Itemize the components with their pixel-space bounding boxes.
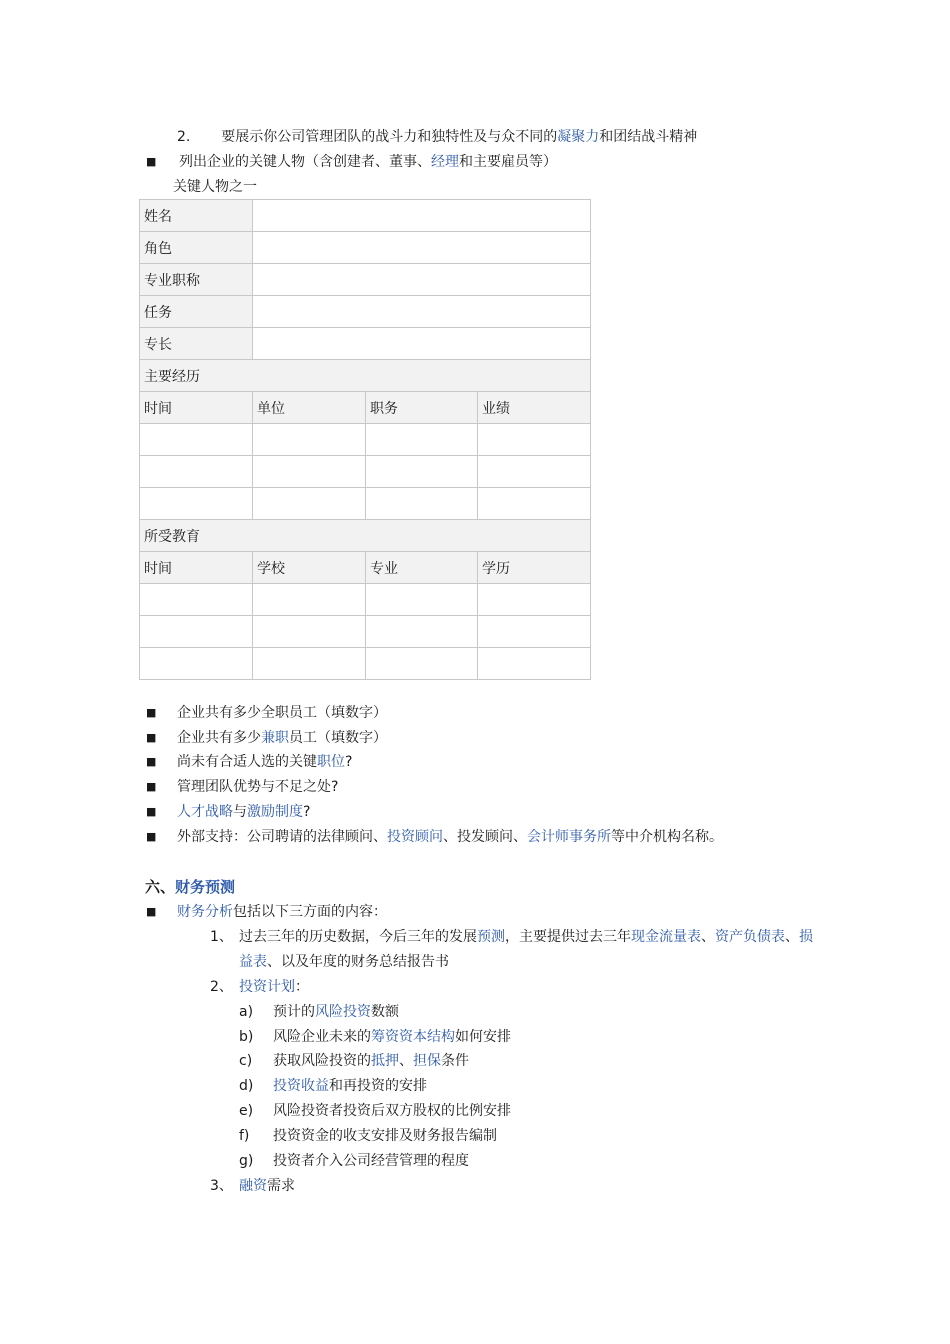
field-label: 角色 [140,232,253,264]
heading-number: 六、 [145,878,176,896]
text: ，主要提供过去三年 [505,929,631,945]
link-income-statement[interactable]: 益表 [239,954,267,970]
text: 尚未有合适人选的关键 [177,754,317,770]
item2-line [239,977,309,997]
text: 等中介机构名称。 [611,829,723,845]
link-forecast[interactable]: 预测 [477,929,505,945]
field-value-cell[interactable] [253,328,591,360]
table-cell[interactable] [253,648,366,680]
bullet-icon: ■ [146,706,157,719]
link-investment-advisor[interactable]: 投资顾问 [387,829,443,845]
table-cell[interactable] [478,488,591,520]
column-header: 职务 [366,392,478,424]
table-cell[interactable] [478,616,591,648]
table-cell[interactable] [478,648,591,680]
text: 过去三年的历史数据，今后三年的发展 [239,929,477,945]
text: 企业共有多少 [177,730,261,746]
table-row [140,360,591,392]
link-position[interactable]: 职位 [317,754,345,770]
table-cell[interactable] [478,456,591,488]
link-investment-return[interactable]: 投资收益 [273,1078,329,1094]
list-number: 2. [177,129,191,145]
link-financial-forecast[interactable]: 财务预测 [175,878,236,896]
column-header: 学历 [478,552,591,584]
table-cell[interactable] [478,584,591,616]
column-header: 单位 [253,392,366,424]
link-guarantee[interactable]: 担保 [413,1053,441,1069]
link-incentive[interactable]: 激励制度 [247,804,303,820]
item-number: 1、 [210,929,233,945]
item-number: 3、 [210,1178,233,1194]
table-caption: 关键人物之一 [173,179,257,195]
sub-label: a) [239,1004,254,1020]
table-row [140,584,591,616]
field-value-cell[interactable] [253,296,591,328]
field-value-cell[interactable] [253,264,591,296]
link-financing[interactable]: 融资 [239,1178,267,1194]
sub-item-b [273,1027,511,1047]
table-row [140,648,591,680]
table-row [140,200,591,232]
list-text-end: 和团结战斗精神 [599,129,698,145]
link-income-statement[interactable]: 损 [799,929,813,945]
text: 需求 [267,1178,295,1194]
table-cell[interactable] [140,584,253,616]
table-cell[interactable] [366,584,478,616]
bullet-talent-strategy [177,802,310,822]
column-header: 时间 [140,392,253,424]
link-accounting-firm[interactable]: 会计师事务所 [527,829,611,845]
table-cell[interactable] [140,616,253,648]
text: 、投发顾问、 [443,829,527,845]
text: 条件 [441,1053,469,1069]
link-balance-sheet[interactable]: 资产负债表 [715,929,785,945]
sub-label: c) [239,1053,253,1069]
bullet-icon: ■ [146,830,157,843]
key-people-line [179,152,557,172]
text: ： [295,979,309,995]
item1-line2 [239,952,449,972]
text: 、 [701,929,715,945]
bullet-icon: ■ [146,731,157,744]
bullet-external-support [177,827,723,847]
link-parttime[interactable]: 兼职 [261,730,289,746]
sub-item-c [273,1051,469,1071]
bullet-team-strengths: 管理团队优势与不足之处? [177,779,339,795]
item-number: 2、 [210,979,233,995]
table-row [140,328,591,360]
table-cell[interactable] [366,616,478,648]
table-row [140,232,591,264]
text: 、 [399,1053,413,1069]
item3-line [239,1176,295,1196]
list-item-2 [177,127,697,147]
table-cell[interactable] [140,488,253,520]
sub-item-g: 投资者介入公司经营管理的程度 [273,1153,469,1169]
sub-label: d) [239,1078,254,1094]
text: 如何安排 [455,1029,511,1045]
table-cell[interactable] [253,424,366,456]
bullet-icon: ■ [146,755,157,768]
table-cell[interactable] [140,456,253,488]
table-row [140,488,591,520]
text: 包括以下三方面的内容： [233,904,387,920]
sub-label: f) [239,1128,250,1144]
table-cell[interactable] [366,424,478,456]
column-header: 专业 [366,552,478,584]
table-cell[interactable] [253,616,366,648]
text: 外部支持：公司聘请的法律顾问、 [177,829,387,845]
table-cell[interactable] [366,488,478,520]
bullet-parttime [177,728,387,748]
field-value-cell[interactable] [253,200,591,232]
list-text: 要展示你公司管理团队的战斗力和独特性及与众不同的 [221,129,558,145]
text: 数额 [371,1004,399,1020]
text: ? [345,754,353,770]
sub-label: b) [239,1029,254,1045]
sub-item-f: 投资资金的收支安排及财务报告编制 [273,1128,497,1144]
field-label: 任务 [140,296,253,328]
text: 、以及年度的财务总结报告书 [267,954,449,970]
column-header: 业绩 [478,392,591,424]
table-cell[interactable] [140,648,253,680]
link-manager[interactable]: 经理 [431,154,459,170]
text: 风险企业未来的 [273,1029,371,1045]
sub-item-a [273,1002,399,1022]
bullet-fulltime: 企业共有多少全职员工（填数字） [177,705,387,721]
experience-label: 主要经历 [140,360,591,392]
link-venture-investment[interactable]: 风险投资 [315,1004,371,1020]
table-cell[interactable] [253,488,366,520]
text: 员工（填数字） [289,730,387,746]
bullet-icon: ■ [146,905,157,918]
bullet-icon: ■ [146,780,157,793]
table-row [140,520,591,552]
table-cell[interactable] [140,424,253,456]
text: 预计的 [273,1004,315,1020]
section-heading [145,877,235,897]
text: 、 [785,929,799,945]
text: 和再投资的安排 [329,1078,427,1094]
key-people-text-end: 和主要雇员等） [459,154,557,170]
field-label: 姓名 [140,200,253,232]
link-mortgage[interactable]: 抵押 [371,1053,399,1069]
table-cell[interactable] [478,424,591,456]
sub-item-d [273,1076,427,1096]
column-header: 学校 [253,552,366,584]
link-talent-strategy[interactable]: 人才战略 [177,804,233,820]
text: 获取风险投资的 [273,1053,371,1069]
field-value-cell[interactable] [253,232,591,264]
column-header: 时间 [140,552,253,584]
text: 与 [233,804,247,820]
table-row [140,424,591,456]
table-row [140,456,591,488]
link-financial-analysis[interactable]: 财务分析 [177,904,233,920]
table-row [140,296,591,328]
link-capital-structure[interactable]: 筹资资本结构 [371,1029,455,1045]
table-cell[interactable] [366,456,478,488]
table-cell[interactable] [253,584,366,616]
education-label: 所受教育 [140,520,591,552]
sub-label: g) [239,1153,254,1169]
sub-item-e: 风险投资者投资后双方股权的比例安排 [273,1103,511,1119]
table-header-row [140,392,591,424]
key-people-text: 列出企业的关键人物（含创建者、董事、 [179,154,431,170]
table-cell[interactable] [366,648,478,680]
bullet-icon: ■ [146,155,157,168]
link-cohesion[interactable]: 凝聚力 [557,129,600,145]
bullet-key-position [177,752,352,772]
field-label: 专业职称 [140,264,253,296]
key-person-table [139,199,591,680]
table-row [140,616,591,648]
table-row [140,264,591,296]
link-cash-flow[interactable]: 现金流量表 [631,929,701,945]
financial-analysis-intro [177,902,387,922]
text: ? [303,804,311,820]
link-investment-plan[interactable]: 投资计划 [239,979,295,995]
field-label: 专长 [140,328,253,360]
table-cell[interactable] [253,456,366,488]
item1-line1 [239,927,813,947]
table-header-row [140,552,591,584]
sub-label: e) [239,1103,254,1119]
bullet-icon: ■ [146,805,157,818]
